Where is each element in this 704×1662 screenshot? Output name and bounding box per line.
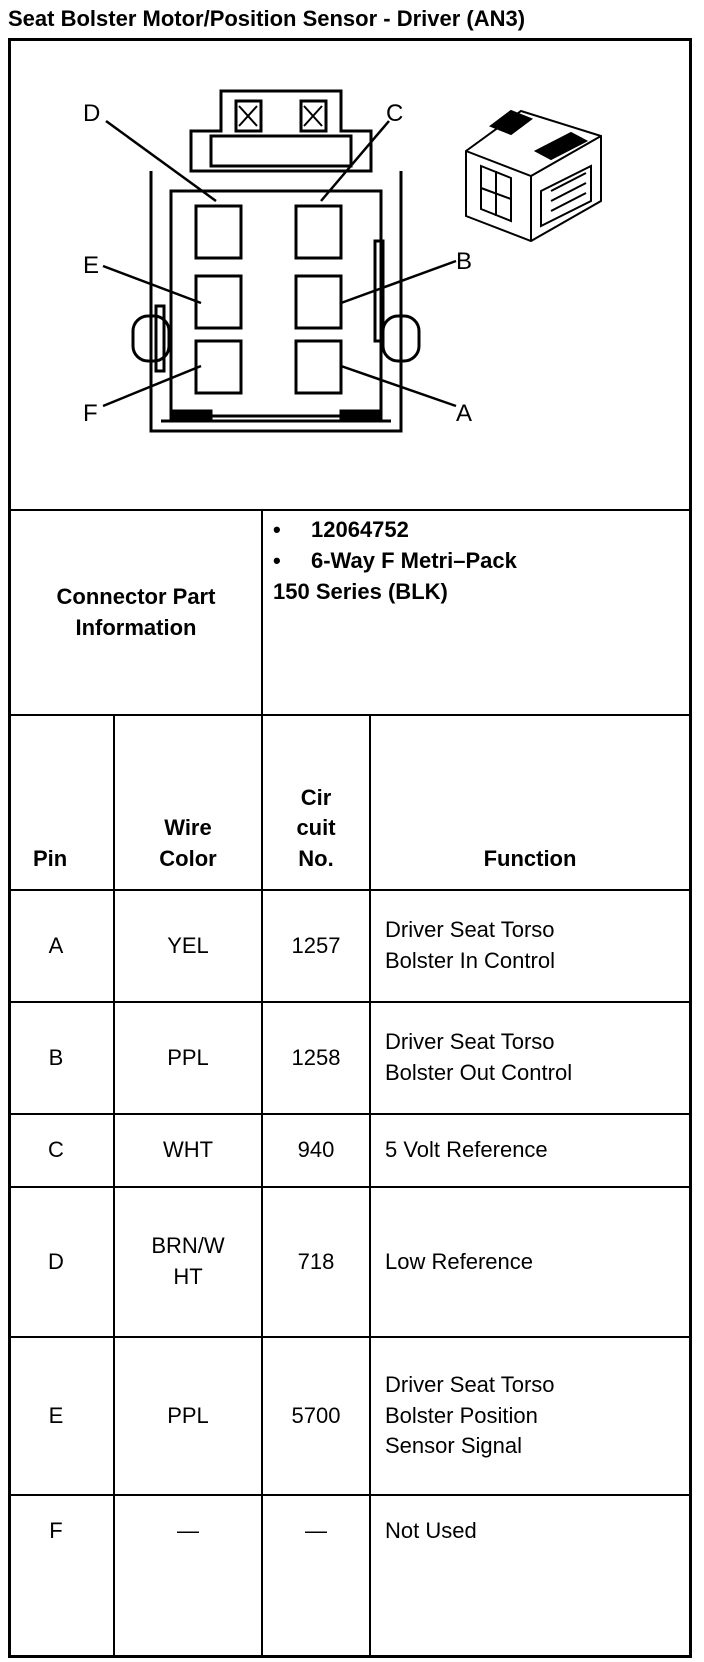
table-header-row: [11, 714, 689, 889]
cavity-f: [196, 341, 241, 393]
table-row: [11, 889, 689, 1001]
wire-color-cell: PPL: [167, 1402, 209, 1428]
function-cell: Driver Seat Torso Bolster Position Sensor Signal: [385, 1371, 555, 1459]
connector-info-row: [11, 509, 689, 714]
connector-info-value: • 12064752 • 6-Way F Metri–Pack 150 Series (BLK): [273, 517, 517, 604]
connector-frame: [8, 38, 692, 1658]
function-cell: Driver Seat Torso Bolster In Control: [385, 917, 555, 973]
table-row: [11, 1494, 689, 1655]
header-pin: Pin: [33, 846, 68, 872]
circuit-cell: 718: [297, 1248, 335, 1274]
pin-cell: A: [48, 932, 64, 958]
cavity-d: [196, 206, 241, 258]
circuit-cell: 5700: [291, 1402, 341, 1428]
function-cell: Not Used: [385, 1517, 477, 1543]
pin-label-e: E: [83, 252, 100, 279]
cavity-b: [296, 276, 341, 328]
pin-cell: C: [48, 1137, 64, 1163]
wire-color-cell: WHT: [162, 1137, 214, 1163]
pin-label-b: B: [456, 248, 473, 275]
function-cell: 5 Volt Reference: [385, 1137, 548, 1163]
header-circuit: Cir cuit No.: [296, 784, 336, 872]
wire-color-cell: BRN/W HT: [151, 1233, 225, 1289]
pin-label-c: C: [386, 100, 404, 127]
header-function: Function: [483, 846, 577, 872]
pin-label-d: D: [83, 100, 101, 127]
pin-label-f: F: [83, 400, 98, 427]
wire-color-cell: —: [177, 1517, 199, 1543]
pin-cell: E: [48, 1402, 64, 1428]
pin-cell: B: [48, 1044, 64, 1070]
cavity-e: [196, 276, 241, 328]
part-number: 12064752: [311, 517, 409, 542]
connector-3d-icon: [466, 111, 601, 241]
circuit-cell: 940: [297, 1137, 335, 1163]
cavity-a: [296, 341, 341, 393]
header-wire-color: Wire Color: [159, 815, 217, 872]
table-row: [11, 1336, 689, 1494]
connector-type: 6-Way F Metri–Pack: [311, 547, 517, 573]
wire-color-cell: PPL: [167, 1044, 209, 1070]
connector-diagram: [11, 41, 689, 541]
circuit-cell: 1258: [291, 1044, 341, 1070]
table-row: [11, 1001, 689, 1113]
pin-label-a: A: [456, 400, 473, 427]
circuit-cell: 1257: [291, 932, 341, 958]
function-cell: Low Reference: [385, 1248, 533, 1274]
circuit-cell: —: [305, 1517, 327, 1543]
wire-color-cell: YEL: [167, 932, 209, 958]
function-cell: Driver Seat Torso Bolster Out Control: [385, 1029, 573, 1085]
pin-cell: D: [48, 1248, 64, 1274]
pin-cell: F: [49, 1517, 63, 1543]
table-row: [11, 1113, 689, 1186]
connector-info-label: Connector Part Information: [56, 583, 216, 640]
table-row: [11, 1186, 689, 1336]
page-title: Seat Bolster Motor/Position Sensor - Driver (AN3): [8, 6, 526, 31]
cavity-c: [296, 206, 341, 258]
